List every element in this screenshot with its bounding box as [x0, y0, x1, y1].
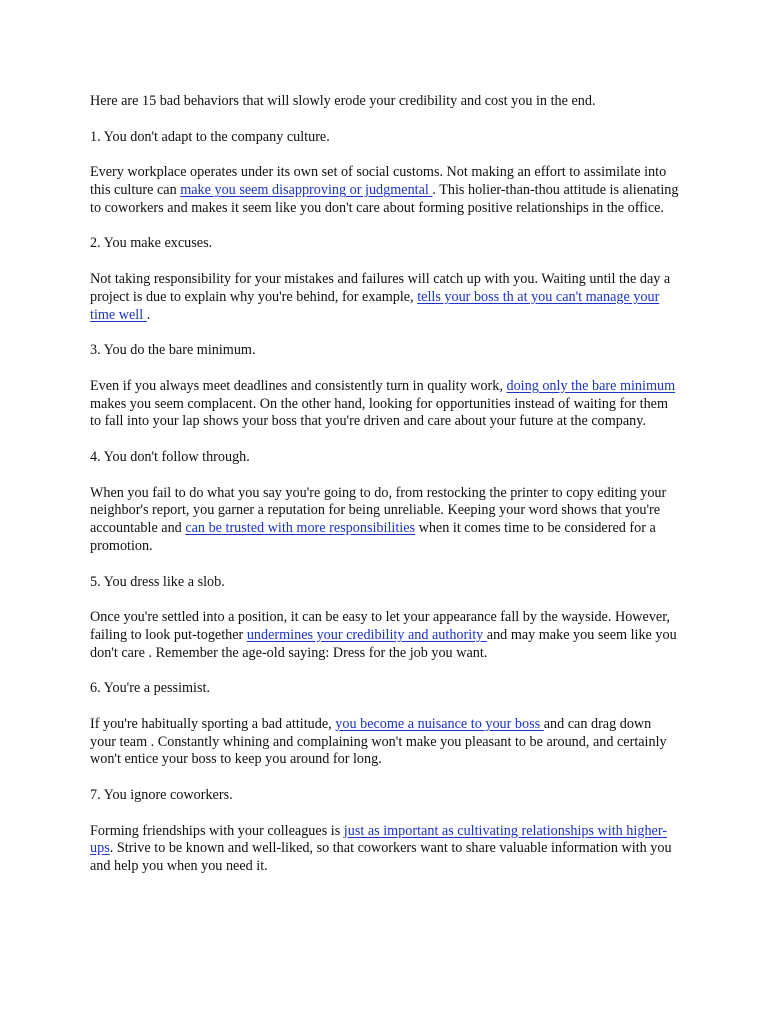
body-text: and may make you seem like you don't care . Remember the age-old saying: Dress for the job you want. — [90, 626, 677, 661]
section-heading-4: 4. You don't follow through. — [90, 448, 250, 465]
section-body-3 — [90, 378, 680, 431]
section-body-7 — [90, 823, 680, 876]
body-text: Not taking responsibility for your mistakes and failures will catch up with you. Waiting until the day a project is due to explain why you're behind, for example, — [90, 270, 671, 305]
link-bare-minimum[interactable]: doing only the bare minimum — [506, 377, 676, 394]
section-body-6 — [90, 716, 680, 769]
body-text: . — [146, 306, 151, 323]
section-body-4 — [90, 485, 680, 556]
link-relationships-higher-ups[interactable]: just as important as cultivating relationships with higher-ups — [90, 822, 667, 857]
body-text: When you fail to do what you say you're going to do, from restocking the printer to copy editing your neighbor's report, you garner a reputation for being unreliable. Keeping your word shows that you're accountable and — [90, 484, 667, 537]
section-heading-6: 6. You're a pessimist. — [90, 680, 211, 697]
section-body-5 — [90, 609, 680, 662]
link-credibility-authority[interactable]: undermines your credibility and authority — [246, 626, 487, 643]
body-text: when it comes time to be considered for a promotion. — [90, 520, 656, 554]
section-heading-1: 1. You don't adapt to the company culture. — [90, 128, 330, 145]
section-body-1 — [90, 164, 680, 217]
section-heading-7: 7. You ignore coworkers. — [90, 787, 233, 804]
section-heading-5: 5. You dress like a slob. — [90, 573, 225, 590]
link-disapproving-judgmental[interactable]: make you seem disapproving or judgmental — [180, 181, 433, 198]
document-page — [90, 93, 680, 876]
body-text: Forming friendships with your colleagues is — [90, 822, 344, 839]
body-text: Every workplace operates under its own set of social customs. Not making an effort to assimilate into this culture can — [90, 164, 667, 198]
link-manage-time-well[interactable]: tells your boss th at you can't manage your time well — [90, 288, 660, 323]
body-text: . This holier-than-thou attitude is alienating to coworkers and makes it seem like you don't care about forming positive relationships in the office. — [90, 181, 679, 216]
body-text: makes you seem complacent. On the other hand, looking for opportunities instead of waiting for them to fall into your lap shows your boss that you're driven and care about your future at the company. — [90, 395, 669, 430]
body-text: Once you're settled into a position, it can be easy to let your appearance fall by the wayside. However, failing to look put-together — [90, 609, 670, 643]
section-heading-2: 2. You make excuses. — [90, 235, 213, 252]
body-text: and can drag down your team . Constantly whining and complaining won't make you pleasant to be around, and certainly won't entice your boss to keep you around for long. — [90, 715, 667, 768]
section-heading-3: 3. You do the bare minimum. — [90, 342, 256, 359]
body-text: . Strive to be known and well-liked, so that coworkers want to share valuable information with you and help you when you need it. — [90, 840, 672, 875]
link-nuisance-to-boss[interactable]: you become a nuisance to your boss — [335, 715, 544, 732]
body-text: Even if you always meet deadlines and consistently turn in quality work, — [90, 377, 507, 394]
link-more-responsibilities[interactable]: can be trusted with more responsibilities — [185, 520, 416, 537]
body-text: If you're habitually sporting a bad attitude, — [90, 715, 336, 732]
intro-paragraph: Here are 15 bad behaviors that will slowly erode your credibility and cost you in the end. — [90, 93, 596, 109]
section-body-2 — [90, 271, 680, 324]
